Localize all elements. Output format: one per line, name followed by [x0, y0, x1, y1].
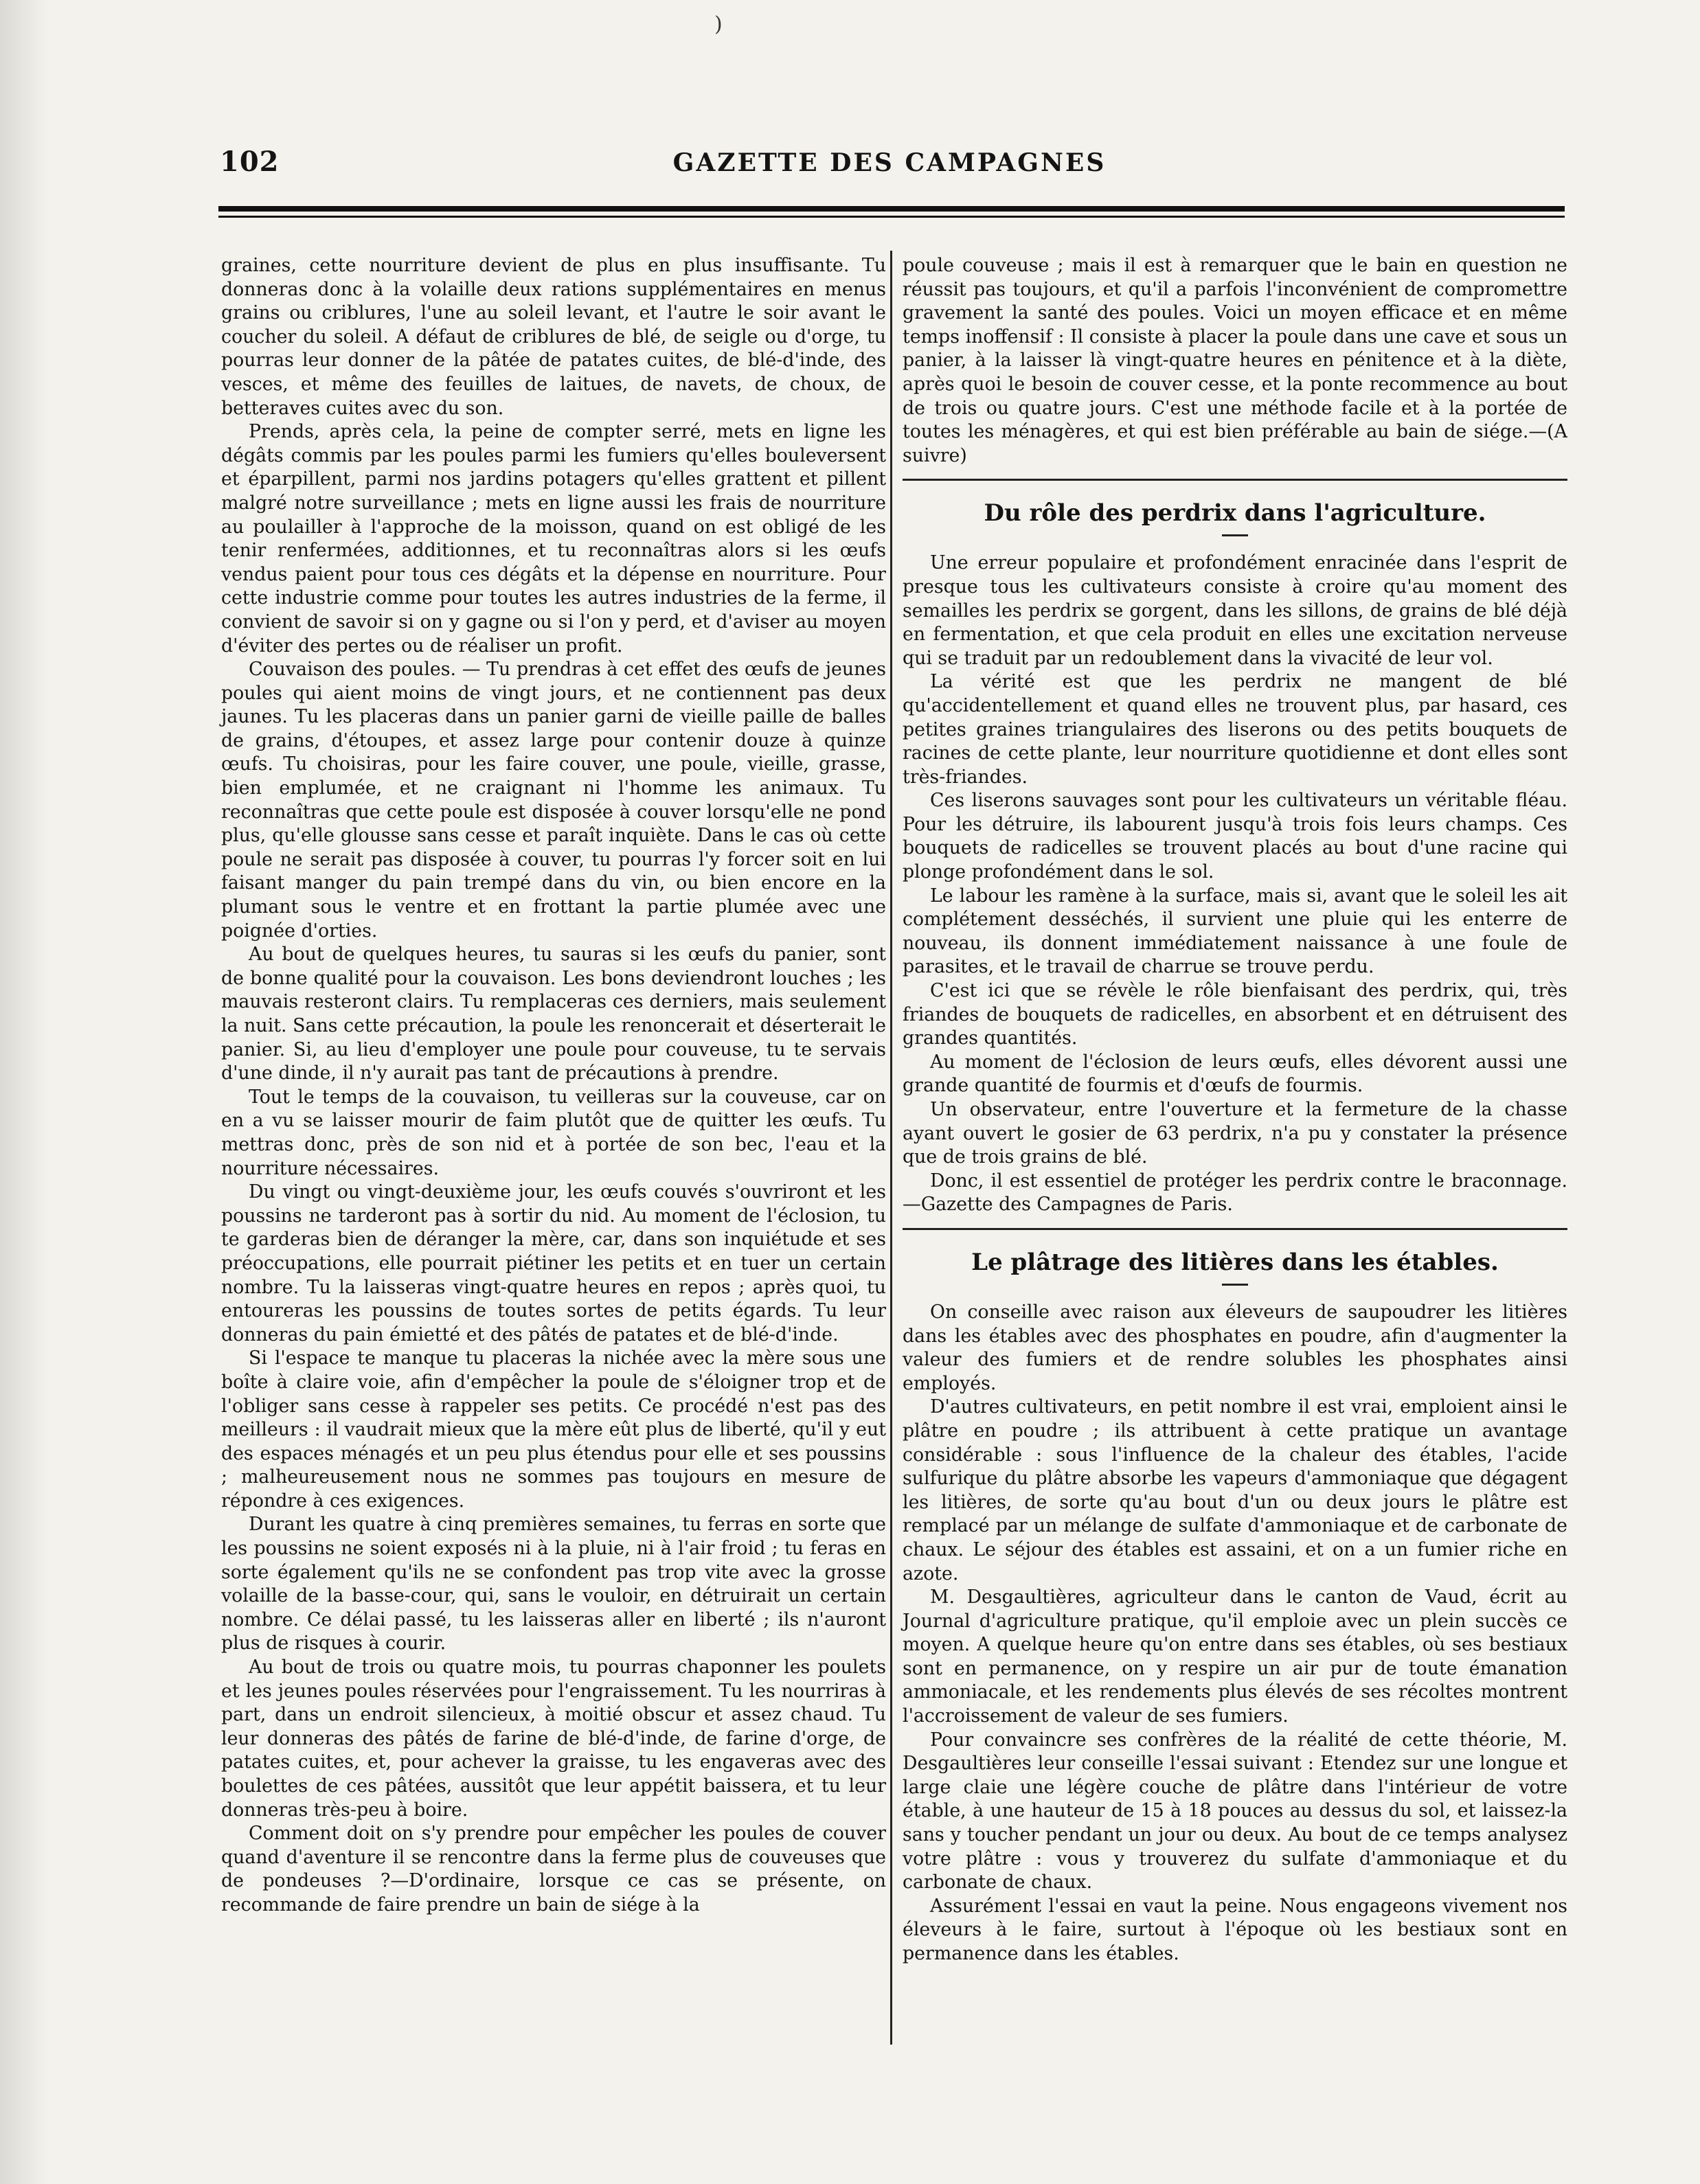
- paragraph: Donc, il est essentiel de protéger les perdrix contre le braconnage.—Gazette des Campagnes de Paris.: [903, 1170, 1567, 1216]
- running-title: GAZETTE DES CAMPAGNES: [672, 148, 1107, 177]
- column-divider: [890, 251, 892, 2045]
- paragraph: Au moment de l'éclosion de leurs œufs, elles dévorent aussi une grande quantité de fourmis et d'œufs de fourmis.: [903, 1051, 1567, 1097]
- paragraph: La vérité est que les perdrix ne mangent de blé qu'accidentellement et quand elles ne trouvent plus, par hasard, ces petites graines triangulaires des liserons ou des petits bouquets de racines de cette plante, leur nourriture quotidienne et dont elles sont très-friandes.: [903, 671, 1567, 788]
- paragraph: Prends, après cela, la peine de compter serré, mets en ligne les dégâts commis par les poules parmi les fumiers qu'elles bouleversent et éparpillent, parmi nos jardins potagers qu'elles grattent et pillent malgré notre surveillance ; mets en ligne aussi les frais de nourriture au poulailler à l'approche de la moisson, quand on est obligé de les tenir renfermées, additionnes, et tu reconnaîtras alors si les œufs vendus paient pour tous ces dégâts et la dépense en nourriture. Pour cette industrie comme pour toutes les autres industries de la ferme, il convient de savoir si on y gagne ou si l'on y perd, et d'aviser au moyen d'éviter des pertes ou de réaliser un profit.: [221, 421, 886, 657]
- page-header: [220, 146, 1559, 187]
- paragraph: Pour convaincre ses confrères de la réalité de cette théorie, M. Desgaultières leur conseille l'essai suivant : Etendez sur une longue et large claie une légère couche de plâtre dans l'intérieur de votre étable, à une hauteur de 15 à 18 pouces au dessus du sol, et laissez-la sans y toucher pendant un jour ou deux. Au bout de ce temps analysez votre plâtre : vous y trouverez du sulfate d'ammoniaque et du carbonate de chaux.: [903, 1729, 1567, 1893]
- paragraph: Le labour les ramène à la surface, mais si, avant que le soleil les ait complétement desséchés, il survient une pluie qui les enterre de nouveau, ils donnent immédiatement naissance à une foule de parasites, et le travail de charrue se trouve perdu.: [903, 885, 1567, 978]
- paragraph: Du vingt ou vingt-deuxième jour, les œufs couvés s'ouvriront et les poussins ne tarderont pas à sortir du nid. Au moment de l'éclosion, tu te garderas bien de déranger la mère, car, dans son inquiétude et ses préoccupations, elle pourrait piétiner les petits et en tuer un certain nombre. Tu la laisseras vingt-quatre heures en repos ; après quoi, tu entoureras les poussins de toutes sortes de petits égards. Tu leur donneras du pain émietté et des pâtés de patates et de blé-d'inde.: [221, 1181, 886, 1345]
- paragraph: Tout le temps de la couvaison, tu veilleras sur la couveuse, car on en a vu se laisser mourir de faim plutôt que de quitter les œufs. Tu mettras donc, près de son nid et à portée de son bec, l'eau et la nourriture nécessaires.: [221, 1086, 886, 1179]
- paragraph: Durant les quatre à cinq premières semaines, tu ferras en sorte que les poussins ne soient exposés ni à la pluie, ni à l'air froid ; tu feras en sorte également qu'ils ne se confondent pas trop vite avec la grosse volaille de la basse-cour, qui, sans le vouloir, en détruirait un certain nombre. Ce délai passé, tu les laisseras aller en liberté ; ils n'auront plus de risques à courir.: [221, 1514, 886, 1654]
- paragraph: M. Desgaultières, agriculteur dans le canton de Vaud, écrit au Journal d'agriculture pratique, qu'il emploie avec un plein succès ce moyen. A quelque heure qu'on entre dans ses étables, où ses bestiaux sont en permanence, on y respire un air pur de toute émanation ammoniacale, et les rendements plus élevés de ses récoltes montrent l'accroissement de valeur de ses fumiers.: [903, 1586, 1567, 1727]
- paragraph: Ces liserons sauvages sont pour les cultivateurs un véritable fléau. Pour les détruire, ils labourent jusqu'à trois fois leurs champs. Ces bouquets de radicelles se trouvent placés au bout d'une racine qui plonge profondément dans le sol.: [903, 790, 1567, 883]
- article-title-perdrix: Du rôle des perdrix dans l'agriculture.: [984, 499, 1486, 527]
- paragraph: D'autres cultivateurs, en petit nombre il est vrai, emploient ainsi le plâtre en poudre ; ils attribuent à cette pratique un avantage considérable : sous l'influence de la chaleur des étables, l'acide sulfurique du plâtre absorbe les vapeurs d'ammoniaque que dégagent les litières, de sorte qu'au bout d'un ou deux jours le plâtre est remplacé par un mélange de sulfate d'ammoniaque et de carbonate de chaux. Le séjour des étables est assaini, et on a un fumier riche en azote.: [903, 1396, 1567, 1584]
- paragraph: Comment doit on s'y prendre pour empêcher les poules de couver quand d'aventure il se rencontre dans la ferme plus de couveuses que de pondeuses ?—D'ordinaire, lorsque ce cas se présente, on recommande de faire prendre un bain de siége à la: [221, 1823, 886, 1915]
- paragraph: Assurément l'essai en vaut la peine. Nous engageons vivement nos éleveurs à le faire, surtout à l'époque où les bestiaux sont en permanence dans les étables.: [903, 1895, 1567, 1964]
- paragraph: Un observateur, entre l'ouverture et la fermeture de la chasse ayant ouvert le gosier de 63 perdrix, n'a pu y constater la présence que de trois grains de blé.: [903, 1099, 1567, 1168]
- article-title-platrage: Le plâtrage des litières dans les étables.: [971, 1248, 1499, 1276]
- article-separator: [903, 1228, 1567, 1230]
- page-number: 102: [220, 146, 280, 178]
- left-column: [221, 254, 886, 1918]
- paragraph: Une erreur populaire et profondément enracinée dans l'esprit de presque tous les cultivateurs consiste à croire qu'au moment des semailles les perdrix se gorgent, dans les sillons, de grains de blé déjà en fermentation, et que cela produit en elles une excitation nerveuse qui se traduit par un redoublement dans la vivacité de leur vol.: [903, 552, 1567, 669]
- paragraph: graines, cette nourriture devient de plus en plus insuffisante. Tu donneras donc à la volaille deux rations supplémentaires en menus grains ou criblures, l'une au soleil levant, et l'autre le soir avant le coucher du soleil. A défaut de criblures de blé, de seigle ou d'orge, tu pourras leur donner de la pâtée de patates cuites, de blé-d'inde, des vesces, et même des feuilles de laitues, de navets, de choux, de betteraves cuites avec du son.: [221, 255, 886, 419]
- scan-shadow: [0, 0, 48, 2184]
- right-column: [903, 254, 1567, 1966]
- scan-mark: ): [714, 12, 723, 36]
- article-separator: [903, 479, 1567, 481]
- paragraph: poule couveuse ; mais il est à remarquer que le bain en question ne réussit pas toujours, et qu'il a parfois l'inconvénient de compromettre gravement la santé des poules. Voici un moyen efficace et en même temps inoffensif : Il consiste à placer la poule dans une cave et sous un panier, à la laisser là vingt-quatre heures en pénitence et à la diète, après quoi le besoin de couver cesse, et la ponte recommence au bout de trois ou quatre jours. C'est une méthode facile et à la portée de toutes les ménagères, et qui est bien préférable au bain de siége.—(A suivre): [903, 255, 1567, 466]
- header-rule-thick: [218, 206, 1565, 212]
- header-rule-thin: [218, 216, 1565, 218]
- paragraph: Couvaison des poules. — Tu prendras à cet effet des œufs de jeunes poules qui aient moins de vingt jours, et ne contiennent pas deux jaunes. Tu les placeras dans un panier garni de vieille paille de balles de grains, d'étoupes, et assez large pour contenir douze à quinze œufs. Tu choisiras, pour les faire couver, une poule, vieille, grasse, bien emplumée, et ne craignant ni l'homme les animaux. Tu reconnaîtras que cette poule est disposée à couver lorsqu'elle ne pond plus, qu'elle glousse sans cesse et paraît inquiète. Dans le cas où cette poule ne serait pas disposée à couver, tu pourras l'y forcer soit en lui faisant manger du pain trempé dans du vin, ou bien encore en la plumant sous le ventre et en frottant la partie plumée avec une poignée d'orties.: [221, 659, 886, 942]
- title-dash: [1222, 534, 1248, 536]
- paragraph: C'est ici que se révèle le rôle bienfaisant des perdrix, qui, très friandes de bouquets de radicelles, en absorbent et en détruisent des grandes quantités.: [903, 980, 1567, 1049]
- paragraph: Si l'espace te manque tu placeras la nichée avec la mère sous une boîte à claire voie, afin d'empêcher la poule de s'éloigner trop et de l'obliger sans cesse à rappeler ses petits. Ce procédé n'est pas des meilleurs : il vaudrait mieux que la mère eût plus de liberté, qu'il y eut des espaces ménagés et un peu plus étendus pour elle et ses poussins ; malheureusement nous ne sommes pas toujours en mesure de répondre à ces exigences.: [221, 1347, 886, 1512]
- paragraph: Au bout de trois ou quatre mois, tu pourras chaponner les poulets et les jeunes poules réservées pour l'engraissement. Tu les nourriras à part, dans un endroit silencieux, à moitié obscur et assez chaud. Tu leur donneras des pâtés de farine de blé-d'inde, de farine d'orge, de patates cuites, et, pour achever la graisse, tu les engaveras avec des boulettes de ces pâtées, aussitôt que leur appétit baissera, et tu leur donneras très-peu à boire.: [221, 1657, 886, 1821]
- title-dash: [1222, 1284, 1248, 1286]
- paragraph: On conseille avec raison aux éleveurs de saupoudrer les litières dans les étables avec des phosphates en poudre, afin d'augmenter la valeur des fumiers et de rendre solubles les phosphates ainsi employés.: [903, 1301, 1567, 1394]
- paragraph: Au bout de quelques heures, tu sauras si les œufs du panier, sont de bonne qualité pour la couvaison. Les bons deviendront louches ; les mauvais resteront clairs. Tu remplaceras ces derniers, mais seulement la nuit. Sans cette précaution, la poule les renoncerait et déserterait le panier. Si, au lieu d'employer une poule pour couveuse, tu te servais d'une dinde, il n'y aurait pas tant de précautions à prendre.: [221, 944, 886, 1084]
